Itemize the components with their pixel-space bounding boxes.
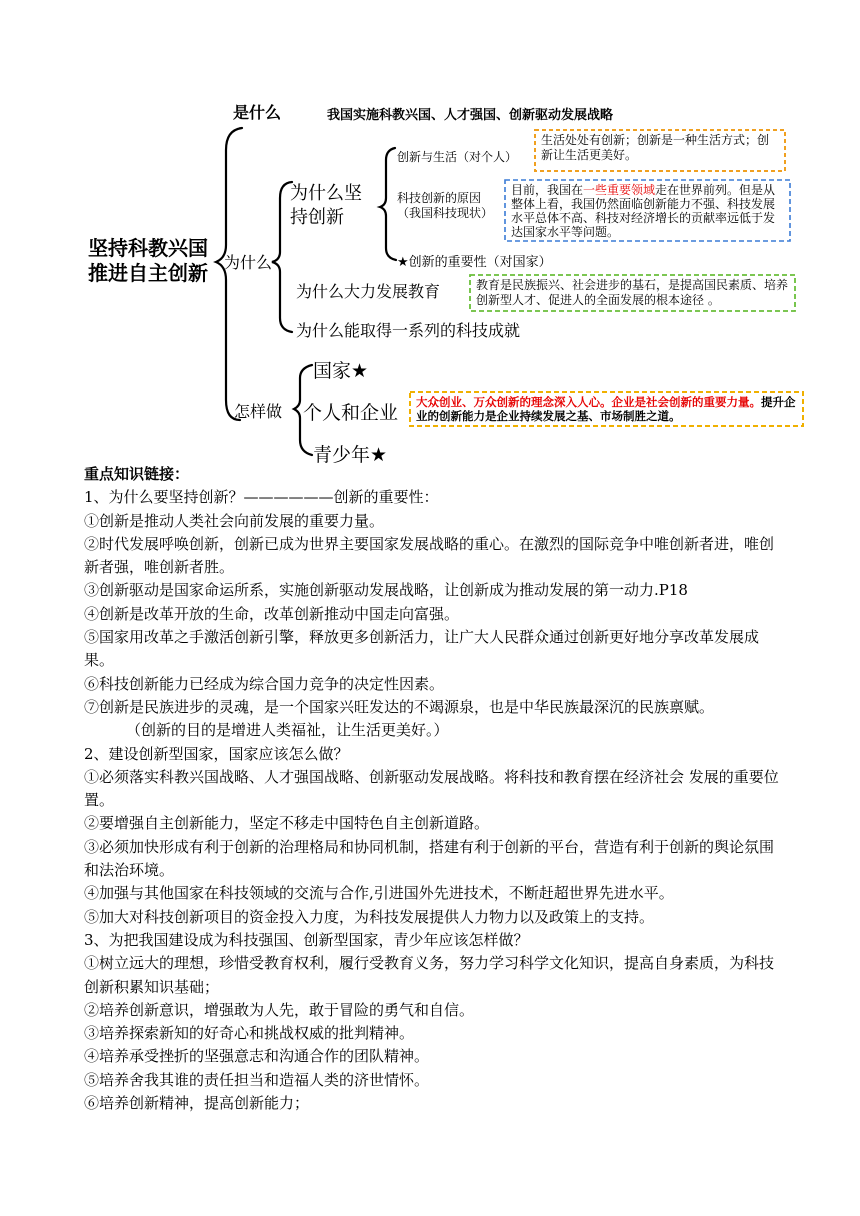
paragraph: 3、为把我国建设成为科技强国、创新型国家，青少年应该怎样做？ <box>84 930 529 949</box>
paragraph: ⑥科技创新能力已经成为综合国力竞争的决定性因素。 <box>84 674 445 693</box>
why-label: 为什么 <box>224 253 273 272</box>
paragraph: 1、为什么要坚持创新？——————创新的重要性： <box>84 488 439 507</box>
persist-label: 为什么坚 持创新 <box>290 183 362 228</box>
paragraph: ⑥培养创新精神，提高创新能力； <box>84 1094 310 1113</box>
paragraph: ③培养探索新知的好奇心和挑战权威的批判精神。 <box>84 1024 415 1043</box>
paragraph: ②培养创新意识，增强敢为人先，敢于冒险的勇气和自信。 <box>84 1000 475 1019</box>
paragraph: ①创新是推动人类社会向前发展的重要力量。 <box>84 511 385 530</box>
paragraph: ②时代发展呼唤创新，创新已成为世界主要国家发展战略的重心。在激烈的国际竞争中唯创新者进，唯创新者强，唯创新者胜。 <box>84 534 775 577</box>
tech-highlight: 一些重要领域 <box>583 183 656 197</box>
life-note: 生活处处有创新；创新是一种生活方式；创新让生活更美好。 <box>541 133 770 162</box>
paragraph: ⑤国家用改革之手激活创新引擎，释放更多创新活力，让广大人民群众通过创新更好地分享改革发展成果。 <box>84 628 760 670</box>
how-label: 怎样做 <box>234 402 283 421</box>
paragraph: 2、建设创新型国家，国家应该怎么做？ <box>84 744 349 763</box>
tech-label: 科技创新的原因 （我国科技现状） <box>397 191 494 220</box>
enterprise-note: 大众创业、万众创新的理念深入人心。企业是社会创新的重要力量。提升企业的创新能力是企业持续发展之基、市场制胜之道。 <box>416 395 796 423</box>
achievements-label: 为什么能取得一系列的科技成就 <box>296 321 521 340</box>
paragraph: ②要增强自主创新能力，坚定不移走中国特色自主创新道路。 <box>84 814 490 833</box>
section-heading: 重点知识链接： <box>84 465 190 483</box>
knowledge-section <box>84 463 784 1115</box>
what-text: 我国实施科教兴国、人才强国、创新驱动发展战略 <box>327 108 614 123</box>
paragraph: ⑤培养舍我其谁的责任担当和造福人类的济世情怀。 <box>84 1070 430 1089</box>
education-label: 为什么大力发展教育 <box>296 282 441 301</box>
tech-note: 目前，我国在一些重要领域走在世界前列。但是从整体上看，我国仍然面临创新能力不强、科技发展水平总体不高、科技对经济增长的贡献率远低于发达国家水平等问题。 <box>511 183 776 239</box>
how-enterprise: 个人和企业 <box>303 402 399 424</box>
paragraph: ①必须落实科教兴国战略、人才强国战略、创新驱动发展战略。将科技和教育摆在经济社会 发展的重要位置。 <box>84 767 779 810</box>
mindmap-root: 坚持科教兴国 推进自主创新 <box>88 236 208 285</box>
how-youth: 青少年★ <box>313 444 388 466</box>
how-country: 国家★ <box>313 360 369 382</box>
paragraph: ③必须加快形成有利于创新的治理格局和协同机制，搭建有利于创新的平台，营造有利于创新的舆论氛围和法治环境。 <box>84 837 775 880</box>
paragraph-note: （创新的目的是增进人类福祉，让生活更美好。） <box>126 721 449 740</box>
importance-label: ★创新的重要性（对国家） <box>397 255 552 270</box>
education-note: 教育是民族振兴、社会进步的基石，是提高国民素质、培养创新型人才、促进人的全面发展的根本途径 。 <box>476 278 789 307</box>
life-label: 创新与生活（对个人） <box>397 150 518 164</box>
paragraph: ④创新是改革开放的生命，改革创新推动中国走向富强。 <box>84 604 460 623</box>
paragraph: ③创新驱动是国家命运所系，实施创新驱动发展战略，让创新成为推动发展的第一动力.P18 <box>84 581 688 600</box>
what-label: 是什么 <box>233 103 282 122</box>
paragraph: ⑤加大对科技创新项目的资金投入力度，为科技发展提供人力物力以及政策上的支持。 <box>84 907 655 926</box>
paragraph: ④加强与其他国家在科技领域的交流与合作,引进国外先进技术，不断赶超世界先进水平。 <box>84 884 674 903</box>
paragraph: ①树立远大的理想，珍惜受教育权利，履行受教育义务，努力学习科学文化知识，提高自身素质，为科技创新积累知识基础； <box>84 954 775 996</box>
paragraph: ⑦创新是民族进步的灵魂，是一个国家兴旺发达的不竭源泉，也是中华民族最深沉的民族禀赋。 <box>84 697 715 716</box>
paragraph: ④培养承受挫折的坚强意志和沟通合作的团队精神。 <box>84 1047 430 1066</box>
